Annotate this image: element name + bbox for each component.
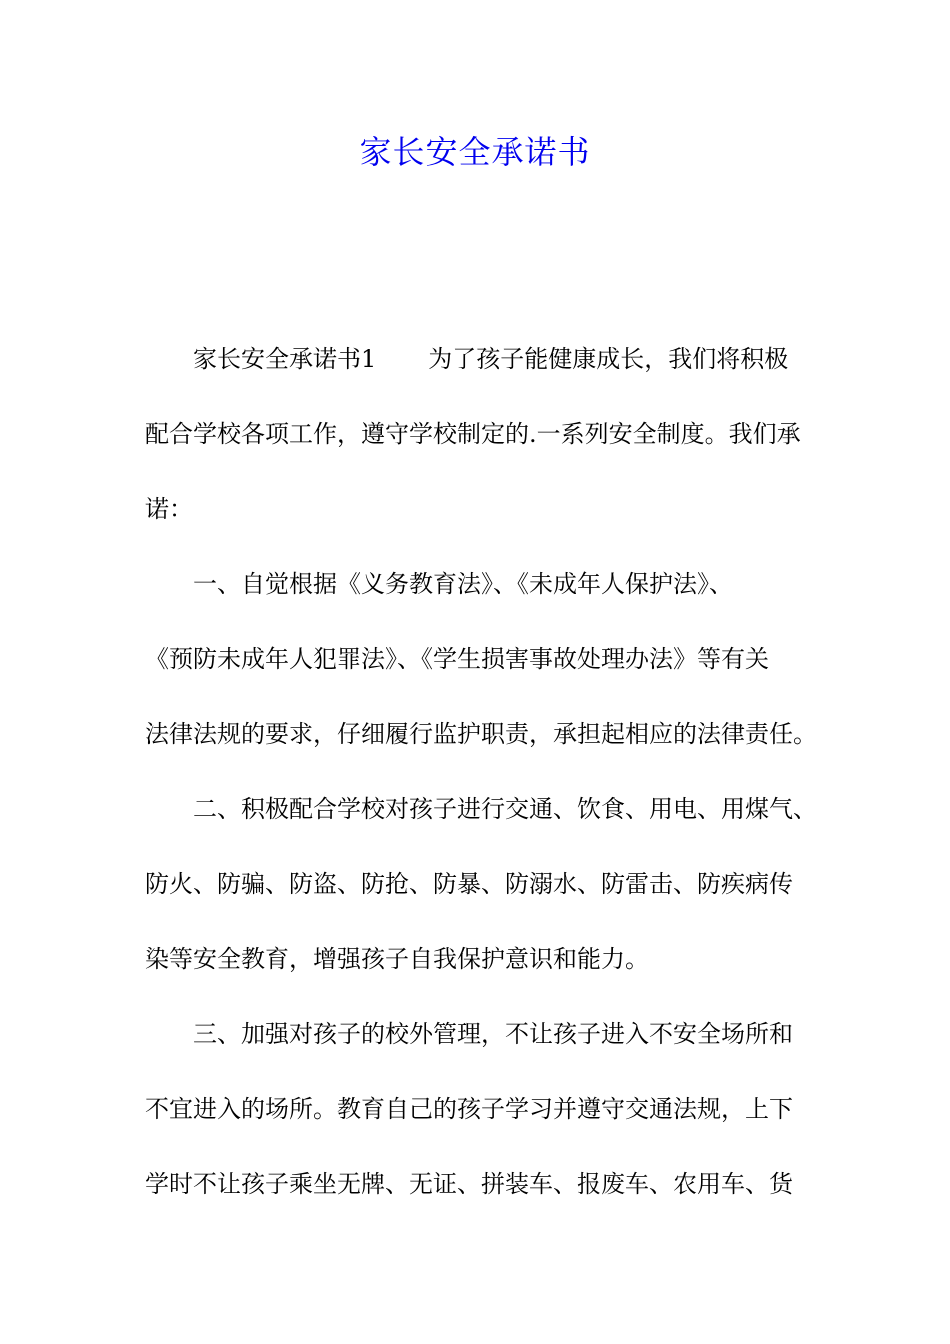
paragraph-4-line-1: 三、加强对孩子的校外管理，不让孩子进入不安全场所和 bbox=[193, 1020, 793, 1048]
paragraph-3-line-3: 染等安全教育，增强孩子自我保护意识和能力。 bbox=[145, 945, 649, 973]
paragraph-1-intro: 为了孩子能健康成长，我们将积极 bbox=[428, 345, 789, 373]
page-title: 家长安全承诺书 bbox=[359, 133, 591, 171]
paragraph-1-line-1 bbox=[145, 335, 825, 383]
paragraph-3-line-1: 二、积极配合学校对孩子进行交通、饮食、用电、用煤气、 bbox=[193, 795, 817, 823]
paragraph-1-line-2: 配合学校各项工作，遵守学校制定的.一系列安全制度。我们承 bbox=[145, 420, 801, 448]
paragraph-3-line-2: 防火、防骗、防盗、防抢、防暴、防溺水、防雷击、防疾病传 bbox=[145, 870, 793, 898]
paragraph-2-line-1: 一、自觉根据《义务教育法》、《未成年人保护法》、 bbox=[193, 570, 733, 598]
paragraph-1-line-3: 诺： bbox=[145, 495, 193, 523]
paragraph-4-line-2: 不宜进入的场所。教育自己的孩子学习并遵守交通法规，上下 bbox=[145, 1095, 793, 1123]
section-heading: 家长安全承诺书1 bbox=[193, 345, 377, 373]
paragraph-4-line-3: 学时不让孩子乘坐无牌、无证、拼装车、报废车、农用车、货 bbox=[145, 1170, 793, 1198]
paragraph-2-line-2: 《预防未成年人犯罪法》、《学生损害事故处理办法》等有关 bbox=[145, 645, 769, 673]
document-body bbox=[145, 335, 825, 1235]
paragraph-2-line-3: 法律法规的要求，仔细履行监护职责，承担起相应的法律责任。 bbox=[145, 720, 817, 748]
